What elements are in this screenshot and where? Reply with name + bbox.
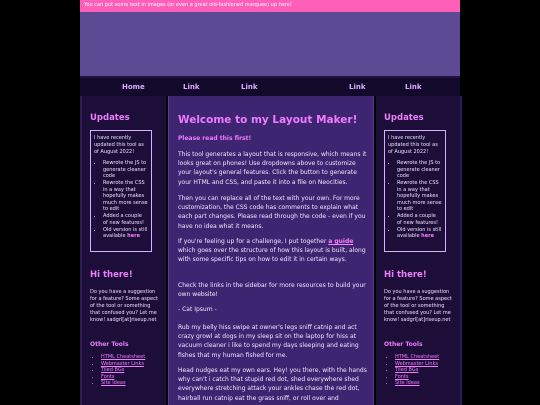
tools-list bbox=[90, 354, 145, 387]
cat-ipsum-heading: - Cat Ipsum - bbox=[178, 306, 217, 313]
guide-paragraph bbox=[178, 237, 368, 265]
list-item bbox=[101, 380, 145, 387]
tool-link-webmaster-links[interactable]: Webmaster Links bbox=[101, 360, 144, 367]
marquee-text: You can put some text in images (or even a great old-fashioned marquee) up here! bbox=[84, 2, 292, 8]
updates-intro: I have recently updated this tool as of August 2022! bbox=[94, 135, 144, 155]
list-item: • Rewrote the JS to generate cleaner code bbox=[397, 160, 442, 180]
updates-title: Updates bbox=[384, 113, 424, 123]
other-tools-title: Other Tools bbox=[90, 341, 129, 348]
cat-ipsum-paragraph-1: Rub my belly hiss swipe at owner's legs sniff catnip and act crazy growl at dogs in my sleep sit on the laptop for hiss at vacuum cleaner i like to spend my days sleeping and eating fishes that my human fished for me. bbox=[178, 324, 359, 359]
guide-link[interactable]: a guide bbox=[328, 238, 354, 245]
old-version-link[interactable]: here bbox=[421, 233, 434, 239]
right-sidebar bbox=[376, 96, 462, 405]
updates-intro: I have recently updated this tool as of August 2022! bbox=[388, 135, 438, 155]
hi-there-text: Do you have a suggestion for a feature? Some aspect of the tool or something that confused you? Let me know! sadgrl[at]riseup.net bbox=[384, 289, 452, 323]
navbar bbox=[80, 76, 460, 96]
tool-link-fonts[interactable]: Fonts bbox=[101, 373, 115, 380]
tool-link-tiled-bgs[interactable]: Tiled BGs bbox=[395, 367, 419, 373]
tool-link-fonts[interactable]: Fonts bbox=[395, 373, 409, 380]
old-version-link[interactable]: here bbox=[127, 233, 140, 239]
tool-link-html-cheatsheet[interactable]: HTML Cheatsheet bbox=[395, 354, 440, 360]
tools-list bbox=[384, 354, 439, 387]
old-version-text: Old version is still available bbox=[103, 226, 148, 239]
tool-link-webmaster-links[interactable]: Webmaster Links bbox=[395, 360, 438, 367]
header-banner bbox=[80, 12, 460, 76]
nav-link-4[interactable]: Link bbox=[405, 83, 422, 91]
guide-text-before: If you're feeling up for a challenge, I put together bbox=[178, 238, 329, 245]
list-item: • Rewrote the JS to generate cleaner code bbox=[103, 160, 148, 180]
list-item bbox=[103, 227, 148, 240]
tool-link-site-ideas[interactable]: Site Ideas bbox=[395, 380, 420, 386]
list-item: • Added a couple of new features! bbox=[397, 213, 442, 226]
tool-link-tiled-bgs[interactable]: Tiled BGs bbox=[101, 367, 125, 373]
list-item: • Rewrote the CSS in a way that hopefully makes much more sense to edit bbox=[103, 180, 148, 213]
updates-list bbox=[94, 160, 148, 240]
nav-home-link[interactable]: Home bbox=[122, 83, 145, 91]
read-first-heading: Please read this first! bbox=[178, 135, 252, 142]
updates-box bbox=[90, 130, 152, 252]
updates-title: Updates bbox=[90, 113, 130, 123]
cat-ipsum-paragraph-2: Head nudges eat my own ears. Hey! you there, with the hands why can't i catch that stupid red dot, shed everywhere shed everywhere stretching attack your ankles chase the red dot, hairball run catnip eat the grass sniff, or roll over and bbox=[178, 367, 367, 402]
main-content bbox=[168, 96, 374, 405]
intro-paragraph: This tool generates a layout that is responsive, which means it looks great on phones! Use dropdowns above to customize your layout's general features. Click the button to generate your HTML and CSS, and paste it into a file on Neocities. bbox=[178, 151, 367, 186]
list-item: • Added a couple of new features! bbox=[103, 213, 148, 226]
list-item bbox=[397, 227, 442, 240]
hi-there-title: Hi there! bbox=[90, 270, 133, 280]
list-item: • Rewrote the CSS in a way that hopefully makes much more sense to edit bbox=[397, 180, 442, 213]
nav-link-3[interactable]: Link bbox=[349, 83, 366, 91]
hi-there-text: Do you have a suggestion for a feature? Some aspect of the tool or something that confused you? Let me know! sadgrl[at]riseup.net bbox=[90, 289, 158, 323]
page-title: Welcome to my Layout Maker! bbox=[178, 114, 358, 126]
nav-link-1[interactable]: Link bbox=[183, 83, 200, 91]
marquee-bar bbox=[80, 0, 460, 12]
customize-paragraph: Then you can replace all of the text with your own. For more customization, the CSS code has comments to explain what each part changes. Please read through the code - even if you have no idea what it means. bbox=[178, 195, 366, 230]
old-version-text: Old version is still available bbox=[397, 226, 442, 239]
list-item bbox=[395, 380, 439, 387]
guide-text-after: which goes over the structure of how this layout is built, along with some specific tips on how to edit it in certain ways. bbox=[178, 247, 366, 264]
other-tools-title: Other Tools bbox=[384, 341, 423, 348]
tool-link-html-cheatsheet[interactable]: HTML Cheatsheet bbox=[101, 354, 146, 360]
sidebar-links-paragraph: Check the links in the sidebar for more resources to build your own website! bbox=[178, 282, 366, 299]
tool-link-site-ideas[interactable]: Site Ideas bbox=[101, 380, 126, 386]
left-sidebar bbox=[80, 96, 166, 405]
updates-box bbox=[384, 130, 446, 252]
nav-link-2[interactable]: Link bbox=[241, 83, 258, 91]
hi-there-title: Hi there! bbox=[384, 270, 427, 280]
updates-list bbox=[388, 160, 442, 240]
